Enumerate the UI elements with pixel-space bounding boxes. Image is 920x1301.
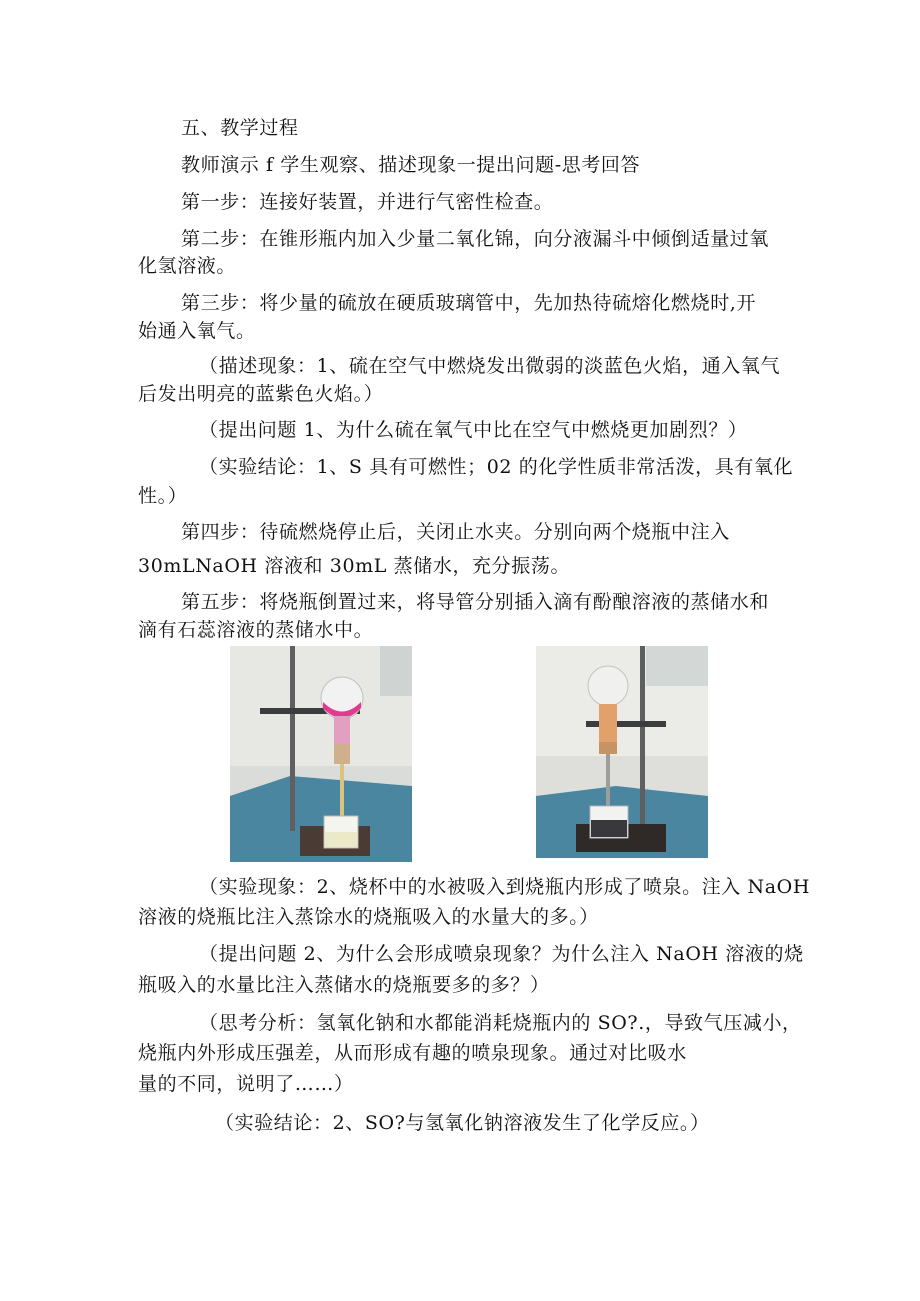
paragraph-line: 性。） (138, 485, 188, 507)
paragraph-line: （提出问题 1、为什么硫在氧气中比在空气中燃烧更加剧烈？） (199, 419, 748, 441)
section-heading: 五、教学过程 (181, 117, 299, 139)
photo-fountain-water (536, 646, 708, 858)
paragraph-line: （实验现象：2、烧杯中的水被吸入到烧瓶内形成了喷泉。注入 NaOH (199, 876, 811, 898)
paragraph-line: 第三步：将少量的硫放在硬质玻璃管中，先加热待硫熔化燃烧时,开 (181, 292, 757, 314)
paragraph-line: 教师演示 f 学生观察、描述现象一提出问题-思考回答 (181, 154, 641, 176)
paragraph-line: 第二步：在锥形瓶内加入少量二氧化锦，向分液漏斗中倾倒适量过氧 (181, 228, 770, 250)
paragraph-line: 滴有石蕊溶液的蒸储水中。 (138, 619, 374, 641)
paragraph-line: 第四步：待硫燃烧停止后，关闭止水夹。分别向两个烧瓶中注入 (181, 521, 730, 543)
paragraph-line: （实验结论：1、S 具有可燃性；02 的化学性质非常活泼，具有氧化 (199, 456, 794, 478)
paragraph-line: 烧瓶内外形成压强差，从而形成有趣的喷泉现象。通过对比吸水 (138, 1042, 687, 1064)
paragraph-line: （描述现象：1、硫在空气中燃烧发出微弱的淡蓝色火焰，通入氧气 (199, 355, 781, 377)
paragraph-line: 30mLNaOH 溶液和 30mL 蒸储水，充分振荡。 (138, 555, 571, 577)
paragraph-line: 始通入氧气。 (138, 320, 256, 342)
paragraph-line: 第五步：将烧瓶倒置过来，将导管分别插入滴有酚酿溶液的蒸储水和 (181, 591, 770, 613)
paragraph-line: 第一步：连接好装置，并进行气密性检查。 (181, 191, 554, 213)
paragraph-line: （提出问题 2、为什么会形成喷泉现象？为什么注入 NaOH 溶液的烧 (199, 943, 804, 965)
paragraph-line: 化氢溶液。 (138, 255, 237, 277)
paragraph-line: （实验结论：2、SO?与氢氧化钠溶液发生了化学反应。） (215, 1112, 710, 1134)
photo-fountain-naoh (230, 646, 412, 862)
paragraph-line: （思考分析：氢氧化钠和水都能消耗烧瓶内的 SO?.，导致气压减小， (199, 1012, 802, 1034)
paragraph-line: 瓶吸入的水量比注入蒸储水的烧瓶要多的多？） (138, 974, 550, 996)
paragraph-line: 溶液的烧瓶比注入蒸馀水的烧瓶吸入的水量大的多。） (138, 906, 599, 928)
paragraph-line: 量的不同，说明了……） (138, 1073, 354, 1095)
paragraph-line: 后发出明亮的蓝紫色火焰。） (138, 383, 384, 405)
